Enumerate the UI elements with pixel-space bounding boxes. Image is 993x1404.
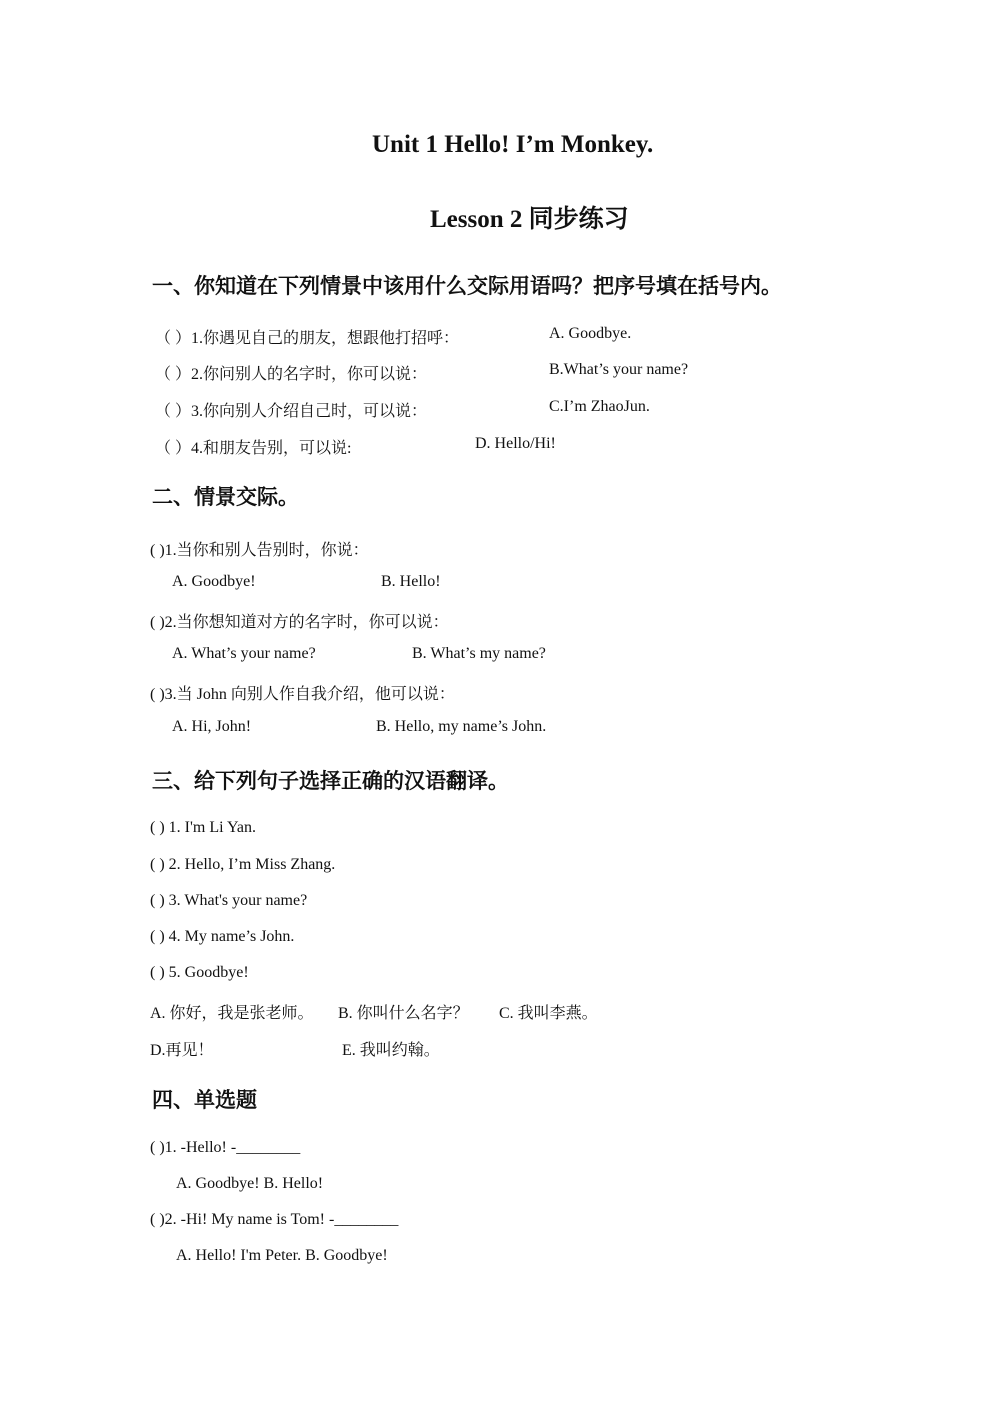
section2-item-2-option-b: B. What’s my name?	[412, 645, 546, 662]
section3-option-a: A. 你好，我是张老师。	[150, 1005, 314, 1022]
section1-item-1-question: （ ）1.你遇见自己的朋友，想跟他打招呼：	[155, 330, 460, 347]
section1-item-3-question: （ ）3.你向别人介绍自己时，可以说：	[155, 403, 428, 420]
section4-heading: 四、单选题	[152, 1088, 257, 1112]
section1-heading: 一、你知道在下列情景中该用什么交际用语吗？把序号填在括号内。	[152, 274, 782, 298]
section4-item-2-options: A. Hello! I'm Peter. B. Goodbye!	[176, 1247, 388, 1264]
section3-item-2: ( ) 2. Hello, I’m Miss Zhang.	[150, 856, 336, 873]
section2-item-3-option-b: B. Hello, my name’s John.	[376, 718, 547, 735]
section2-item-2-question: ( )2.当你想知道对方的名字时，你可以说：	[150, 614, 449, 631]
section1-item-3-answer: C.I’m ZhaoJun.	[549, 398, 650, 415]
section3-option-c: C. 我叫李燕。	[499, 1005, 598, 1022]
section3-item-3: ( ) 3. What's your name?	[150, 892, 308, 909]
section1-item-1-answer: A. Goodbye.	[549, 325, 632, 342]
page-subtitle: Lesson 2 同步练习	[430, 206, 629, 233]
section2-item-3-option-a: A. Hi, John!	[172, 718, 252, 735]
section2-item-3-question: ( )3.当 John 向别人作自我介绍，他可以说：	[150, 686, 455, 703]
section2-item-1-option-a: A. Goodbye!	[172, 573, 256, 590]
section4-item-1-question: ( )1. -Hello! -________	[150, 1139, 301, 1156]
section1-item-4-answer: D. Hello/Hi!	[475, 435, 556, 452]
section3-option-b: B. 你叫什么名字？	[338, 1005, 469, 1022]
section1-item-2-answer: B.What’s your name?	[549, 361, 689, 378]
section4-item-1-options: A. Goodbye! B. Hello!	[176, 1175, 324, 1192]
section2-item-1-option-b: B. Hello!	[381, 573, 441, 590]
section2-item-1-question: ( )1.当你和别人告别时，你说：	[150, 542, 369, 559]
section3-item-5: ( ) 5. Goodbye!	[150, 964, 249, 981]
section3-item-4: ( ) 4. My name’s John.	[150, 928, 295, 945]
page-title: Unit 1 Hello! I’m Monkey.	[372, 131, 654, 158]
section2-item-2-option-a: A. What’s your name?	[172, 645, 316, 662]
section1-item-2-question: （ ）2.你问别人的名字时，你可以说：	[155, 366, 428, 383]
section3-option-e: E. 我叫约翰。	[342, 1042, 440, 1059]
section3-heading: 三、给下列句子选择正确的汉语翻译。	[152, 769, 509, 793]
section2-heading: 二、情景交际。	[152, 485, 299, 509]
section1-item-4-question: （ ）4.和朋友告别，可以说:	[155, 440, 352, 457]
section3-item-1: ( ) 1. I'm Li Yan.	[150, 819, 256, 836]
section4-item-2-question: ( )2. -Hi! My name is Tom! -________	[150, 1211, 399, 1228]
section3-option-d: D.再见！	[150, 1042, 214, 1059]
